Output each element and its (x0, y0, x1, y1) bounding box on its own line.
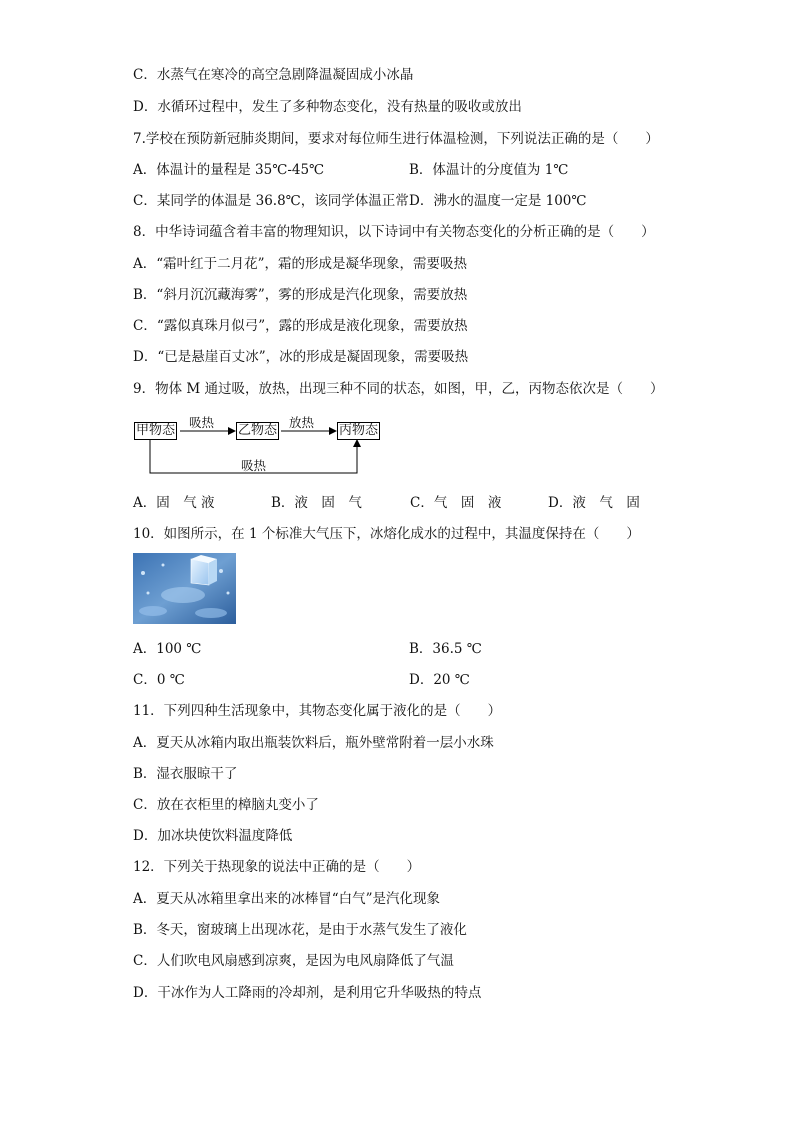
q10-option-c: C．0 ℃ (133, 672, 185, 688)
state-box-bing: 丙物态 (339, 423, 379, 438)
q8-option-c: C．“露似真珠月似弓”，露的形成是液化现象，需要放热 (133, 318, 468, 334)
q12-option-c: C．人们吹电风扇感到凉爽，是因为电风扇降低了气温 (133, 953, 454, 969)
q6-option-d: D．水循环过程中，发生了多种物态变化，没有热量的吸收或放出 (133, 99, 522, 115)
q11-option-d: D．加冰块使饮料温度降低 (133, 828, 293, 844)
question-10: 10．如图所示，在 1 个标准大气压下，冰熔化成水的过程中，其温度保持在（ ） (133, 526, 640, 542)
q11-option-b: B．湿衣服晾干了 (133, 766, 238, 782)
arrow-label-release: 放热 (289, 415, 315, 430)
ice-cube-image (133, 553, 236, 624)
question-11: 11．下列四种生活现象中，其物态变化属于液化的是（ ） (133, 703, 502, 719)
q12-option-b: B．冬天，窗玻璃上出现冰花，是由于水蒸气发生了液化 (133, 922, 467, 938)
question-9: 9．物体 M 通过吸，放热，出现三种不同的状态，如图，甲，乙，丙物态依次是（ ） (133, 381, 664, 397)
q11-option-a: A．夏天从冰箱内取出瓶装饮料后，瓶外壁常附着一层小水珠 (133, 735, 494, 751)
q12-option-d: D．干冰作为人工降雨的冷却剂，是利用它升华吸热的特点 (133, 985, 482, 1001)
q7-option-d: D．沸水的温度一定是 100℃ (409, 193, 587, 209)
q6-option-c: C．水蒸气在寒冷的高空急剧降温凝固成小冰晶 (133, 67, 414, 83)
question-7: 7.学校在预防新冠肺炎期间，要求对每位师生进行体温检测，下列说法正确的是（ ） (133, 131, 659, 147)
q8-option-a: A．“霜叶红于二月花”，霜的形成是凝华现象，需要吸热 (133, 256, 468, 272)
q11-option-c: C．放在衣柜里的樟脑丸变小了 (133, 797, 319, 813)
q12-option-a: A．夏天从冰箱里拿出来的冰棒冒“白气”是汽化现象 (133, 891, 441, 907)
question-8: 8．中华诗词蕴含着丰富的物理知识，以下诗词中有关物态变化的分析正确的是（ ） (133, 224, 655, 240)
q8-option-d: D．“已是悬崖百丈冰”，冰的形成是凝固现象，需要吸热 (133, 349, 469, 365)
q10-option-b: B．36.5 ℃ (409, 641, 482, 657)
state-box-yi: 乙物态 (238, 423, 278, 438)
arrow-label-absorb-2: 吸热 (241, 458, 267, 473)
state-change-diagram (133, 410, 393, 480)
q9-option-c: C．气 固 液 (410, 495, 502, 511)
q7-option-b: B．体温计的分度值为 1℃ (409, 162, 569, 178)
q7-option-a: A．体温计的量程是 35℃-45℃ (133, 162, 325, 178)
q10-option-d: D．20 ℃ (409, 672, 470, 688)
state-box-jia: 甲物态 (136, 423, 176, 438)
arrow-label-absorb-1: 吸热 (189, 415, 215, 430)
q9-option-b: B．液 固 气 (271, 495, 362, 511)
question-12: 12．下列关于热现象的说法中正确的是（ ） (133, 859, 421, 875)
q9-option-d: D．液 气 固 (548, 495, 640, 511)
q10-option-a: A．100 ℃ (133, 641, 202, 657)
q9-option-a: A．固 气 液 (133, 495, 215, 511)
q7-option-c: C．某同学的体温是 36.8℃，该同学体温正常 (133, 193, 409, 209)
q8-option-b: B．“斜月沉沉藏海雾”，雾的形成是汽化现象，需要放热 (133, 287, 468, 303)
